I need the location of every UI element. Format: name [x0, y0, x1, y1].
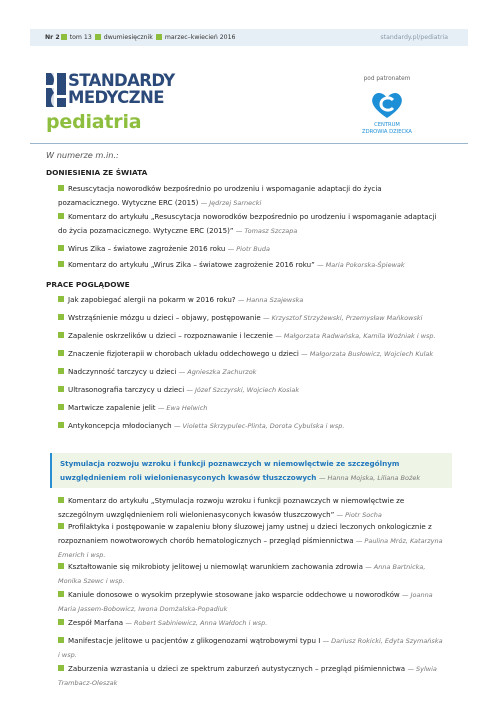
- article-title: Resuscytacja noworodków bezpośrednio po urodzeniu i wspomaganie adaptacji do życia: [68, 184, 382, 193]
- article-author-cont: Maria Jassem-Bobowicz, Iwona Domżalska-Popadiuk: [58, 605, 228, 613]
- issue-number: Nr 2: [45, 34, 60, 41]
- issue-period: marzec–kwiecień 2016: [164, 34, 236, 41]
- list-item[interactable]: [58, 329, 450, 343]
- bullet-square-icon: [58, 314, 64, 320]
- section-views-heading: PRACE POGLĄDOWE: [46, 280, 130, 289]
- list-item[interactable]: [58, 662, 450, 690]
- bullet-square-icon: [58, 368, 64, 374]
- patronage-block: [350, 76, 424, 136]
- article-title-cont: pozamacicznego. Wytyczne ERC (2015): [58, 198, 199, 207]
- article-author: — Małgorzata Busłowicz, Wojciech Kulak: [301, 350, 434, 358]
- logo-line-1: STANDARDY: [68, 71, 175, 90]
- list-item[interactable]: [58, 347, 450, 361]
- article-author-cont: Emerich i wsp.: [58, 551, 106, 559]
- article-title: Komentarz do artykułu „Resuscytacja noworodków bezpośrednio po urodzeniu i wspomaganie adaptacji: [68, 212, 437, 221]
- featured-article-author: — Hanna Mojska, Liliana Bożek: [318, 474, 421, 482]
- list-item[interactable]: [58, 634, 450, 662]
- featured-title-line-1: Stymulacja rozwoju wzroku i funkcji poznawczych w niemowlęctwie ze szczególnym: [60, 459, 400, 468]
- bullet-square-icon: [61, 34, 67, 40]
- list-item[interactable]: [58, 311, 450, 325]
- article-title: Antykoncepcja młodocianych: [68, 421, 172, 430]
- list-item[interactable]: [58, 401, 450, 415]
- article-title: Komentarz do artykułu „Stymulacja rozwoju wzroku i funkcji poznawczych w niemowlęctwie ze: [68, 496, 405, 505]
- list-item[interactable]: [58, 182, 450, 210]
- article-title: Komentarz do artykułu „Wirus Zika – światowe zagrożenie 2016 roku”: [68, 260, 315, 269]
- article-author: — Józef Szczyrski, Wojciech Kosiak: [186, 386, 300, 394]
- article-title: Manifestacje jelitowe u pacjentów z glikogenozami wątrobowymi typu I: [68, 636, 321, 645]
- article-author: — Anna Bartnicka,: [365, 563, 426, 571]
- bullet-square-icon: [58, 296, 64, 302]
- list-item[interactable]: [58, 365, 450, 379]
- article-title: Kształtowanie się mikrobioty jelitowej u niemowląt warunkiem zachowania zdrowia: [68, 562, 363, 571]
- list-item[interactable]: [58, 616, 450, 630]
- article-title: Nadczynność tarczycy u dzieci: [68, 367, 177, 376]
- article-author: — Hanna Szajewska: [237, 296, 304, 304]
- article-author-cont: Monika Szewc i wsp.: [58, 577, 125, 585]
- article-title-cont: szczególnym uwzględnieniem roli wielonienasyconych kwasów tłuszczowych”: [58, 510, 335, 519]
- logo-line-2: MEDYCZNE: [68, 88, 164, 107]
- bullet-square-icon: [95, 34, 101, 40]
- list-item[interactable]: [58, 560, 450, 588]
- list-item[interactable]: [58, 258, 450, 272]
- bullet-square-icon: [58, 523, 64, 529]
- article-title-cont: rozpoznaniem nowotworowych chorób hematologicznych – przegląd piśmiennictwa: [58, 536, 354, 545]
- list-item[interactable]: [58, 494, 450, 522]
- bullet-square-icon: [58, 637, 64, 643]
- section-news-heading: DONIESIENIA ZE ŚWIATA: [46, 168, 148, 177]
- bullet-square-icon: [58, 213, 64, 219]
- list-item[interactable]: [58, 210, 450, 238]
- bullet-square-icon: [58, 185, 64, 191]
- article-author: — Tomasz Szczapa: [235, 227, 298, 235]
- list-item[interactable]: [58, 293, 450, 307]
- article-title: Martwicze zapalenie jelit: [68, 403, 156, 412]
- featured-title-line-2: uwzględnieniem roli wielonienasyconych kwasów tłuszczowych: [60, 473, 317, 482]
- article-author: — Robert Sabiniewicz, Anna Wałdoch i wsp.: [125, 619, 268, 627]
- article-author: — Piotr Socha: [336, 511, 382, 519]
- bullet-square-icon: [58, 422, 64, 428]
- patronage-org-line-1: CENTRUM: [374, 122, 400, 128]
- bullet-square-icon: [58, 665, 64, 671]
- patronage-org: [350, 122, 424, 136]
- bullet-square-icon: [58, 261, 64, 267]
- article-title: Wirus Zika – światowe zagrożenie 2016 roku: [68, 244, 226, 253]
- article-author: — Violetta Skrzypulec-Plinta, Dorota Cybulska i wsp.: [173, 422, 345, 430]
- journal-logo: [46, 73, 196, 113]
- contents-intro: W numerze m.in.:: [46, 150, 119, 160]
- article-author: — Joanna: [402, 591, 433, 599]
- article-title: Ultrasonografia tarczycy u dzieci: [68, 385, 185, 394]
- article-title: Profilaktyka i postępowanie w zapaleniu błony śluzowej jamy ustnej u dzieci leczonych onkologicznie z: [68, 522, 432, 531]
- issue-volume: tom 13: [69, 34, 92, 41]
- article-title: Zespół Marfana: [68, 618, 124, 627]
- article-author: — Paulina Mróz, Katarzyna: [355, 537, 443, 545]
- article-author: — Piotr Buda: [227, 245, 270, 253]
- bullet-square-icon: [58, 563, 64, 569]
- featured-article-title: [60, 457, 440, 485]
- article-author: — Sylwia: [407, 665, 437, 673]
- bullet-square-icon: [58, 497, 64, 503]
- featured-article[interactable]: [50, 453, 452, 488]
- article-title: Jak zapobiegać alergii na pokarm w 2016 roku?: [68, 295, 236, 304]
- bullet-square-icon: [58, 386, 64, 392]
- article-author-cont: Trambacz-Oleszak: [58, 679, 118, 687]
- site-link[interactable]: standardy.pl/pediatria: [380, 34, 448, 41]
- article-title: Kaniule donosowe o wysokim przepływie stosowane jako wsparcie oddechowe u noworodków: [68, 590, 400, 599]
- list-item[interactable]: [58, 520, 450, 562]
- bullet-square-icon: [58, 619, 64, 625]
- article-author: — Małgorzata Radwańska, Kamila Woźniak i wsp.: [275, 332, 436, 340]
- article-author: — Ewa Helwich: [157, 404, 208, 412]
- czd-heart-logo-icon: [369, 90, 405, 120]
- list-item[interactable]: [58, 383, 450, 397]
- patronage-label: pod patronatem: [363, 76, 411, 82]
- header-divider: [30, 143, 468, 144]
- logo-wordmark: [68, 72, 175, 106]
- bullet-square-icon: [58, 245, 64, 251]
- list-item[interactable]: [58, 419, 450, 433]
- patronage-org-line-2: ZDROWIA DZIECKA: [362, 129, 412, 135]
- bullet-square-icon: [58, 591, 64, 597]
- article-title: Zapalenie oskrzelików u dzieci – rozpoznawanie i leczenie: [68, 331, 273, 340]
- article-title: Zaburzenia wzrastania u dzieci ze spektrum zaburzeń autystycznych – przegląd piśmiennictwa: [68, 664, 406, 673]
- article-author: — Jędrzej Sarnecki: [200, 199, 262, 207]
- article-author: — Krzysztof Strzyżewski, Przemysław Mańkowski: [263, 314, 423, 322]
- bullet-square-icon: [58, 332, 64, 338]
- bullet-square-icon: [58, 404, 64, 410]
- article-author: — Maria Pokorska-Śpiewak: [317, 261, 405, 269]
- issue-details: [45, 29, 235, 46]
- issue-frequency: dwumiesięcznik: [103, 34, 153, 41]
- article-author-cont: i wsp.: [58, 651, 77, 659]
- article-title: Wstrząśnienie mózgu u dzieci – objawy, postępowanie: [68, 313, 261, 322]
- article-author: — Dariusz Rokicki, Edyta Szymańska: [322, 637, 443, 645]
- logo-mark-icon: [46, 73, 66, 107]
- issue-info-bar: [30, 29, 468, 46]
- article-author: — Agnieszka Zachurzok: [178, 368, 257, 376]
- article-title-cont: do życia pozamacicznego. Wytyczne ERC (2015)”: [58, 226, 234, 235]
- journal-subtitle: pediatria: [46, 111, 142, 133]
- bullet-square-icon: [156, 34, 162, 40]
- list-item[interactable]: [58, 588, 450, 616]
- article-title: Znaczenie fizjoterapii w chorobach układu oddechowego u dzieci: [68, 349, 299, 358]
- list-item[interactable]: [58, 242, 450, 256]
- bullet-square-icon: [58, 350, 64, 356]
